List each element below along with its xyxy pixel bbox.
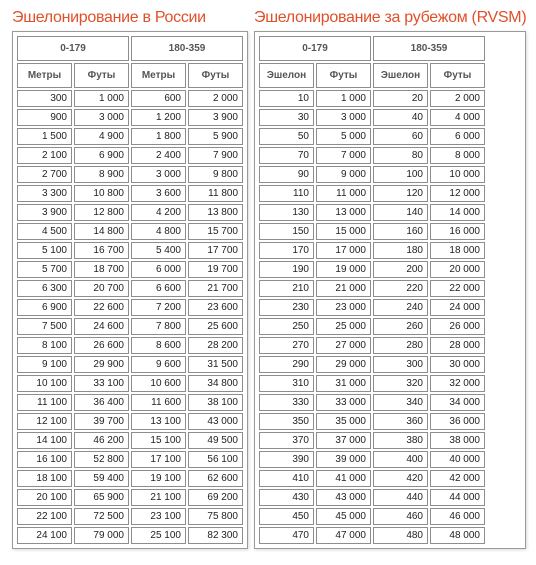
table-cell: 4 200 — [131, 204, 186, 221]
table-cell: 17 000 — [316, 242, 371, 259]
table-cell: 11 000 — [316, 185, 371, 202]
table-cell: 38 000 — [430, 432, 485, 449]
table-cell: 36 000 — [430, 413, 485, 430]
table-cell: 18 700 — [74, 261, 129, 278]
table-row — [17, 299, 243, 316]
table-cell: 13 800 — [188, 204, 243, 221]
table-cell: 79 000 — [74, 527, 129, 544]
table-row — [259, 109, 485, 126]
table-cell: 49 500 — [188, 432, 243, 449]
table-cell: 200 — [373, 261, 428, 278]
table-cell: 5 700 — [17, 261, 72, 278]
table-cell: 300 — [373, 356, 428, 373]
table-cell: 39 000 — [316, 451, 371, 468]
table-cell: 24 600 — [74, 318, 129, 335]
table-cell: 62 600 — [188, 470, 243, 487]
table-cell: 8 100 — [17, 337, 72, 354]
table-cell: 14 800 — [74, 223, 129, 240]
table-cell: 24 000 — [430, 299, 485, 316]
table-cell: 3 000 — [74, 109, 129, 126]
table-cell: 43 000 — [188, 413, 243, 430]
table-cell: 38 100 — [188, 394, 243, 411]
table-cell: 20 100 — [17, 489, 72, 506]
group-header: 180-359 — [373, 36, 485, 61]
table-row — [259, 527, 485, 544]
table-cell: 7 900 — [188, 147, 243, 164]
table-cell: 320 — [373, 375, 428, 392]
table-cell: 16 700 — [74, 242, 129, 259]
table-cell: 11 600 — [131, 394, 186, 411]
table-cell: 31 500 — [188, 356, 243, 373]
group-header: 180-359 — [131, 36, 243, 61]
table-row — [17, 489, 243, 506]
table-cell: 180 — [373, 242, 428, 259]
table-cell: 9 000 — [316, 166, 371, 183]
table-cell: 150 — [259, 223, 314, 240]
russia-title: Эшелонирование в России — [12, 9, 206, 26]
table-cell: 47 000 — [316, 527, 371, 544]
table-cell: 600 — [131, 90, 186, 107]
table-cell: 9 800 — [188, 166, 243, 183]
table-cell: 7 200 — [131, 299, 186, 316]
table-cell: 2 100 — [17, 147, 72, 164]
table-cell: 10 100 — [17, 375, 72, 392]
table-cell: 420 — [373, 470, 428, 487]
table-row — [17, 470, 243, 487]
table-cell: 25 000 — [316, 318, 371, 335]
table-cell: 210 — [259, 280, 314, 297]
table-cell: 10 600 — [131, 375, 186, 392]
column-header: Метры — [17, 63, 72, 88]
table-cell: 59 400 — [74, 470, 129, 487]
table-cell: 60 — [373, 128, 428, 145]
table-cell: 280 — [373, 337, 428, 354]
table-cell: 52 800 — [74, 451, 129, 468]
table-cell: 17 100 — [131, 451, 186, 468]
table-cell: 80 — [373, 147, 428, 164]
table-row — [259, 90, 485, 107]
table-cell: 8 900 — [74, 166, 129, 183]
table-cell: 19 100 — [131, 470, 186, 487]
table-cell: 110 — [259, 185, 314, 202]
rvsm-panel — [254, 0, 526, 549]
table-cell: 1 000 — [74, 90, 129, 107]
group-header: 0-179 — [17, 36, 129, 61]
table-row — [259, 166, 485, 183]
table-cell: 250 — [259, 318, 314, 335]
table-cell: 12 000 — [430, 185, 485, 202]
table-cell: 410 — [259, 470, 314, 487]
russia-table-body — [17, 90, 243, 544]
table-cell: 33 100 — [74, 375, 129, 392]
russia-column-header-row — [17, 63, 243, 88]
table-cell: 43 000 — [316, 489, 371, 506]
column-header: Футы — [74, 63, 129, 88]
table-row — [17, 223, 243, 240]
table-cell: 28 200 — [188, 337, 243, 354]
table-cell: 37 000 — [316, 432, 371, 449]
column-header: Эшелон — [259, 63, 314, 88]
table-cell: 140 — [373, 204, 428, 221]
table-row — [259, 299, 485, 316]
table-row — [17, 413, 243, 430]
rvsm-table-frame — [254, 31, 526, 549]
table-cell: 22 100 — [17, 508, 72, 525]
table-cell: 10 — [259, 90, 314, 107]
table-cell: 14 100 — [17, 432, 72, 449]
table-cell: 230 — [259, 299, 314, 316]
table-cell: 13 100 — [131, 413, 186, 430]
table-cell: 130 — [259, 204, 314, 221]
table-row — [259, 413, 485, 430]
table-cell: 8 600 — [131, 337, 186, 354]
russia-table-frame — [12, 31, 248, 549]
table-cell: 44 000 — [430, 489, 485, 506]
table-cell: 33 000 — [316, 394, 371, 411]
russia-group-header-row — [17, 36, 243, 61]
table-cell: 26 600 — [74, 337, 129, 354]
table-cell: 29 900 — [74, 356, 129, 373]
table-cell: 480 — [373, 527, 428, 544]
table-cell: 69 200 — [188, 489, 243, 506]
table-cell: 16 100 — [17, 451, 72, 468]
table-cell: 8 000 — [430, 147, 485, 164]
table-cell: 48 000 — [430, 527, 485, 544]
table-cell: 26 000 — [430, 318, 485, 335]
table-cell: 380 — [373, 432, 428, 449]
table-cell: 25 600 — [188, 318, 243, 335]
table-cell: 90 — [259, 166, 314, 183]
table-cell: 360 — [373, 413, 428, 430]
table-cell: 24 100 — [17, 527, 72, 544]
table-cell: 72 500 — [74, 508, 129, 525]
table-row — [17, 109, 243, 126]
table-cell: 31 000 — [316, 375, 371, 392]
table-row — [259, 356, 485, 373]
table-cell: 310 — [259, 375, 314, 392]
group-header: 0-179 — [259, 36, 371, 61]
table-row — [259, 375, 485, 392]
table-row — [259, 508, 485, 525]
table-cell: 7 500 — [17, 318, 72, 335]
table-cell: 1 000 — [316, 90, 371, 107]
table-row — [17, 128, 243, 145]
russia-panel — [12, 0, 248, 549]
table-cell: 20 700 — [74, 280, 129, 297]
table-cell: 260 — [373, 318, 428, 335]
table-row — [17, 451, 243, 468]
table-cell: 25 100 — [131, 527, 186, 544]
table-cell: 32 000 — [430, 375, 485, 392]
rvsm-table-body — [259, 90, 485, 544]
table-cell: 450 — [259, 508, 314, 525]
table-cell: 42 000 — [430, 470, 485, 487]
table-cell: 6 000 — [430, 128, 485, 145]
table-cell: 460 — [373, 508, 428, 525]
table-cell: 29 000 — [316, 356, 371, 373]
table-cell: 11 800 — [188, 185, 243, 202]
table-row — [17, 166, 243, 183]
table-cell: 6 900 — [74, 147, 129, 164]
table-cell: 160 — [373, 223, 428, 240]
column-header: Футы — [188, 63, 243, 88]
table-cell: 82 300 — [188, 527, 243, 544]
table-cell: 23 100 — [131, 508, 186, 525]
table-cell: 3 000 — [131, 166, 186, 183]
table-row — [17, 394, 243, 411]
table-row — [17, 432, 243, 449]
table-row — [17, 280, 243, 297]
table-cell: 45 000 — [316, 508, 371, 525]
column-header: Футы — [430, 63, 485, 88]
table-cell: 17 700 — [188, 242, 243, 259]
table-cell: 170 — [259, 242, 314, 259]
table-row — [17, 356, 243, 373]
table-cell: 270 — [259, 337, 314, 354]
column-header: Футы — [316, 63, 371, 88]
table-cell: 4 500 — [17, 223, 72, 240]
table-cell: 34 000 — [430, 394, 485, 411]
table-cell: 34 800 — [188, 375, 243, 392]
table-cell: 290 — [259, 356, 314, 373]
table-cell: 10 800 — [74, 185, 129, 202]
russia-table — [15, 34, 245, 546]
table-cell: 3 000 — [316, 109, 371, 126]
table-row — [259, 147, 485, 164]
table-cell: 18 000 — [430, 242, 485, 259]
table-cell: 330 — [259, 394, 314, 411]
table-cell: 21 100 — [131, 489, 186, 506]
table-row — [17, 318, 243, 335]
table-cell: 2 000 — [430, 90, 485, 107]
table-row — [17, 204, 243, 221]
table-cell: 36 400 — [74, 394, 129, 411]
table-cell: 470 — [259, 527, 314, 544]
table-cell: 440 — [373, 489, 428, 506]
table-cell: 13 000 — [316, 204, 371, 221]
table-cell: 15 700 — [188, 223, 243, 240]
table-cell: 15 100 — [131, 432, 186, 449]
rvsm-column-header-row — [259, 63, 485, 88]
table-row — [259, 337, 485, 354]
table-cell: 30 000 — [430, 356, 485, 373]
table-row — [259, 451, 485, 468]
table-row — [259, 470, 485, 487]
rvsm-group-header-row — [259, 36, 485, 61]
table-row — [259, 432, 485, 449]
table-cell: 21 700 — [188, 280, 243, 297]
table-cell: 2 000 — [188, 90, 243, 107]
table-cell: 12 800 — [74, 204, 129, 221]
table-row — [259, 394, 485, 411]
rvsm-title: Эшелонирование за рубежом (RVSM) — [254, 9, 527, 26]
table-cell: 4 900 — [74, 128, 129, 145]
table-cell: 7 000 — [316, 147, 371, 164]
table-cell: 7 800 — [131, 318, 186, 335]
table-cell: 20 — [373, 90, 428, 107]
table-cell: 6 900 — [17, 299, 72, 316]
table-cell: 22 000 — [430, 280, 485, 297]
table-cell: 350 — [259, 413, 314, 430]
table-cell: 46 200 — [74, 432, 129, 449]
table-row — [259, 204, 485, 221]
table-cell: 240 — [373, 299, 428, 316]
rvsm-table — [257, 34, 487, 546]
table-cell: 5 900 — [188, 128, 243, 145]
table-row — [17, 508, 243, 525]
table-cell: 23 000 — [316, 299, 371, 316]
table-cell: 6 000 — [131, 261, 186, 278]
table-cell: 300 — [17, 90, 72, 107]
table-row — [259, 280, 485, 297]
table-cell: 50 — [259, 128, 314, 145]
table-cell: 14 000 — [430, 204, 485, 221]
table-row — [259, 261, 485, 278]
table-row — [259, 318, 485, 335]
table-cell: 27 000 — [316, 337, 371, 354]
table-row — [17, 527, 243, 544]
table-cell: 190 — [259, 261, 314, 278]
table-cell: 370 — [259, 432, 314, 449]
table-cell: 4 800 — [131, 223, 186, 240]
table-cell: 35 000 — [316, 413, 371, 430]
table-cell: 4 000 — [430, 109, 485, 126]
table-cell: 6 300 — [17, 280, 72, 297]
table-cell: 220 — [373, 280, 428, 297]
table-row — [259, 489, 485, 506]
table-cell: 9 100 — [17, 356, 72, 373]
table-cell: 41 000 — [316, 470, 371, 487]
table-cell: 75 800 — [188, 508, 243, 525]
table-cell: 46 000 — [430, 508, 485, 525]
table-cell: 120 — [373, 185, 428, 202]
table-cell: 430 — [259, 489, 314, 506]
table-cell: 400 — [373, 451, 428, 468]
table-cell: 5 100 — [17, 242, 72, 259]
table-row — [17, 261, 243, 278]
table-row — [17, 375, 243, 392]
table-row — [17, 185, 243, 202]
table-cell: 28 000 — [430, 337, 485, 354]
table-cell: 6 600 — [131, 280, 186, 297]
table-cell: 18 100 — [17, 470, 72, 487]
table-cell: 9 600 — [131, 356, 186, 373]
table-cell: 900 — [17, 109, 72, 126]
table-cell: 40 000 — [430, 451, 485, 468]
table-cell: 5 400 — [131, 242, 186, 259]
table-cell: 22 600 — [74, 299, 129, 316]
table-cell: 1 800 — [131, 128, 186, 145]
table-cell: 100 — [373, 166, 428, 183]
table-row — [259, 128, 485, 145]
table-cell: 2 400 — [131, 147, 186, 164]
table-row — [17, 337, 243, 354]
table-row — [259, 185, 485, 202]
table-cell: 3 300 — [17, 185, 72, 202]
column-header: Метры — [131, 63, 186, 88]
table-cell: 1 200 — [131, 109, 186, 126]
table-cell: 70 — [259, 147, 314, 164]
table-cell: 5 000 — [316, 128, 371, 145]
table-cell: 3 600 — [131, 185, 186, 202]
table-cell: 20 000 — [430, 261, 485, 278]
table-cell: 39 700 — [74, 413, 129, 430]
table-cell: 10 000 — [430, 166, 485, 183]
table-cell: 16 000 — [430, 223, 485, 240]
table-row — [17, 90, 243, 107]
table-cell: 40 — [373, 109, 428, 126]
table-row — [259, 223, 485, 240]
table-cell: 390 — [259, 451, 314, 468]
table-cell: 3 900 — [188, 109, 243, 126]
table-cell: 19 000 — [316, 261, 371, 278]
table-row — [17, 242, 243, 259]
table-cell: 11 100 — [17, 394, 72, 411]
table-cell: 21 000 — [316, 280, 371, 297]
column-header: Эшелон — [373, 63, 428, 88]
table-cell: 15 000 — [316, 223, 371, 240]
table-cell: 23 600 — [188, 299, 243, 316]
table-cell: 19 700 — [188, 261, 243, 278]
table-cell: 65 900 — [74, 489, 129, 506]
table-cell: 56 100 — [188, 451, 243, 468]
table-row — [259, 242, 485, 259]
table-cell: 30 — [259, 109, 314, 126]
table-cell: 12 100 — [17, 413, 72, 430]
table-cell: 3 900 — [17, 204, 72, 221]
table-cell: 2 700 — [17, 166, 72, 183]
table-cell: 340 — [373, 394, 428, 411]
table-row — [17, 147, 243, 164]
table-cell: 1 500 — [17, 128, 72, 145]
